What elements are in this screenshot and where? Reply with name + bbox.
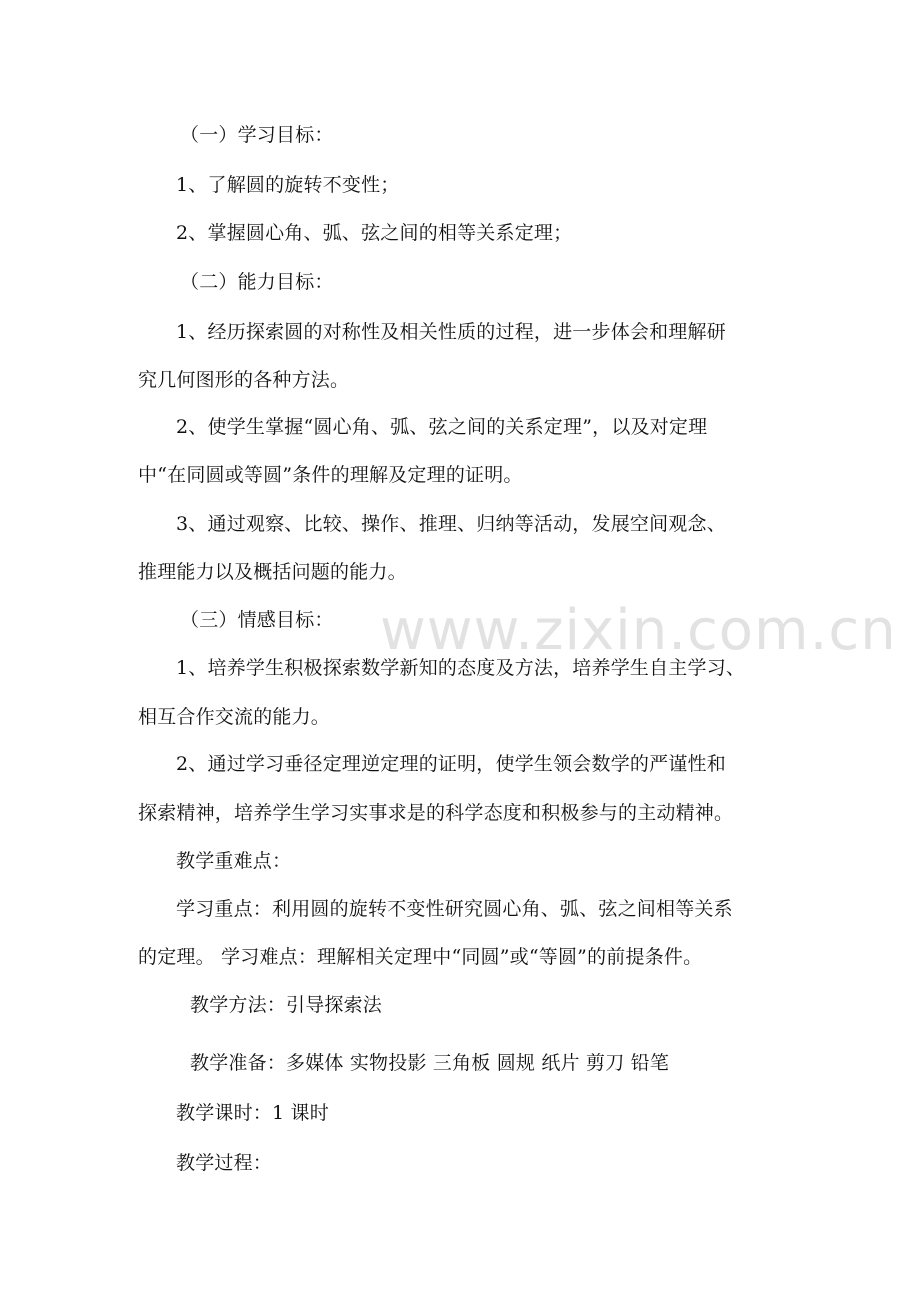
section-heading-emotional-goals: （三）情感目标： — [180, 609, 334, 631]
teaching-method: 教学方法：引导探索法 — [190, 994, 383, 1016]
paragraph-line: 相互合作交流的能力。 — [138, 706, 331, 728]
paragraph-line: 2、掌握圆心角、弧、弦之间的相等关系定理； — [176, 222, 573, 244]
paragraph-line: 1、培养学生积极探索数学新知的态度及方法，培养学生自主学习、 — [176, 657, 746, 679]
section-heading-learning-goals: （一）学习目标： — [180, 124, 334, 146]
key-difficult-points-heading: 教学重难点： — [176, 850, 292, 872]
watermark: www.zixin.com.cn — [380, 598, 897, 663]
paragraph-line: 探索精神，培养学生学习实事求是的科学态度和积极参与的主动精神。 — [138, 802, 734, 824]
teaching-hours: 教学课时：1 课时 — [176, 1102, 329, 1124]
paragraph-line: 2、通过学习垂径定理逆定理的证明，使学生领会数学的严谨性和 — [176, 753, 726, 775]
paragraph-line: 3、通过观察、比较、操作、推理、归纳等活动，发展空间观念、 — [176, 513, 726, 535]
paragraph-line: 推理能力以及概括问题的能力。 — [138, 561, 407, 583]
section-heading-ability-goals: （二）能力目标： — [180, 271, 334, 293]
paragraph-line: 1、经历探索圆的对称性及相关性质的过程，进一步体会和理解研 — [176, 321, 726, 343]
teaching-process-heading: 教学过程： — [176, 1152, 273, 1174]
teaching-preparation: 教学准备：多媒体 实物投影 三角板 圆规 纸片 剪刀 铅笔 — [190, 1052, 670, 1074]
paragraph-line: 的定理。 学习难点：理解相关定理中“同圆”或“等圆”的前提条件。 — [138, 946, 703, 968]
paragraph-line: 1、了解圆的旋转不变性； — [176, 174, 400, 196]
paragraph-line: 中“在同圆或等圆”条件的理解及定理的证明。 — [138, 464, 523, 486]
paragraph-line: 究几何图形的各种方法。 — [138, 369, 350, 391]
paragraph-line: 学习重点：利用圆的旋转不变性研究圆心角、弧、弦之间相等关系 — [176, 898, 733, 920]
paragraph-line: 2、使学生掌握“圆心角、弧、弦之间的关系定理”，以及对定理 — [176, 416, 708, 438]
